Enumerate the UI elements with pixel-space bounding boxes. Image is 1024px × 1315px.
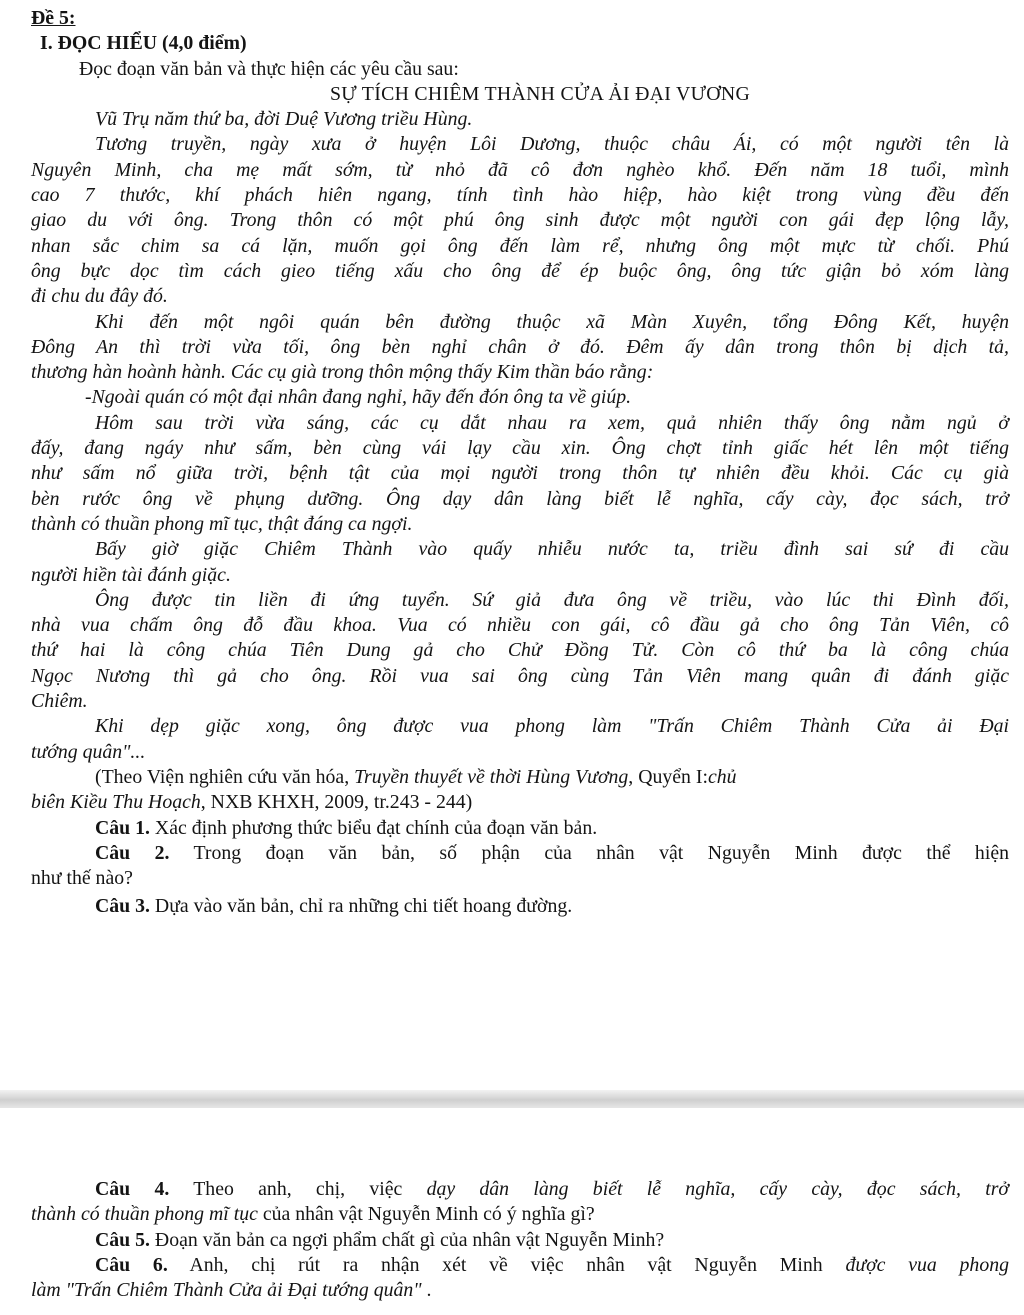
passage-line: đi chu du đây đó.: [31, 285, 168, 308]
source-publisher: , NXB KHXH, 2009, tr.243 - 244): [200, 791, 473, 814]
question-5: [31, 1228, 1009, 1253]
question-6-quote-cont: làm "Trấn Chiêm Thành Cửa ải Đại tướng quân": [31, 1279, 422, 1302]
passage-line: thương hàn hoành hành. Các cụ già trong thôn mộng thấy Kim thần báo rằng:: [31, 361, 654, 384]
source-citation: [31, 765, 1009, 790]
passage-line: Ông được tin liền đi ứng tuyển. Sứ giả đưa ông về triều, vào lúc thi Đình đối,: [95, 588, 1009, 611]
source-mid: , Quyển I:: [628, 765, 708, 788]
passage-line: nhan sắc chim sa cá lặn, muốn gọi ông đến làm rể, nhưng ông một mực từ chối. Phú: [31, 234, 1009, 257]
source-italic-tail: chủ: [707, 765, 737, 788]
question-6-quote: được vua phong: [845, 1253, 1009, 1276]
passage-line: Nguyên Minh, cha mẹ mất sớm, từ nhỏ đã cô đơn nghèo khổ. Đến năm 18 tuổi, mình: [31, 158, 1009, 181]
question-6-label: Câu 6.: [95, 1253, 168, 1276]
question-3-label: Câu 3.: [95, 895, 150, 918]
passage-line: -Ngoài quán có một đại nhân đang nghỉ, hãy đến đón ông ta về giúp.: [85, 386, 632, 409]
passage-line: Bấy giờ giặc Chiêm Thành vào quấy nhiễu nước ta, triều đình sai sứ đi cầu: [95, 538, 1009, 561]
question-6-text: Anh, chị rút ra nhận xét về việc nhân vật Nguyễn Minh: [167, 1253, 846, 1276]
question-6-cont: [31, 1278, 1009, 1303]
question-1-label: Câu 1.: [95, 816, 150, 839]
passage-line: đấy, đang ngáy như sấm, bèn cùng vái lạy cầu xin. Ông chợt tỉnh giấc hét lên một tiếng: [31, 437, 1009, 460]
passage-line: thứ hai là công chúa Tiên Dung gả cho Chử Đồng Tử. Còn cô thứ ba là công chúa: [31, 639, 1009, 662]
page-divider: [0, 1090, 1024, 1108]
question-4-label: Câu 4.: [95, 1178, 170, 1200]
question-6-text-cont: .: [421, 1279, 432, 1302]
question-3-text: Dựa vào văn bản, chỉ ra những chi tiết hoang đường.: [149, 895, 573, 918]
passage-line: như sấm nổ giữa trời, bệnh tật của mọi người trong thôn tự nhiên đều khỏi. Các cụ già: [31, 462, 1009, 485]
passage-line: Khi đến một ngôi quán bên đường thuộc xã Màn Xuyên, tổng Đông Kết, huyện: [95, 310, 1009, 333]
story-title: SỰ TÍCH CHIÊM THÀNH CỬA ẢI ĐẠI VƯƠNG: [329, 82, 751, 105]
question-4-quote: dạy dân làng biết lễ nghĩa, cấy cày, đọc sách, trở: [426, 1178, 1009, 1200]
passage-line: Đông An thì trời vừa tối, ông bèn nghỉ chân ở đó. Đêm ấy dân trong thôn bị dịch tả,: [31, 335, 1009, 358]
passage-line: Khi dẹp giặc xong, ông được vua phong làm "Trấn Chiêm Thành Cửa ải Đại: [95, 715, 1009, 738]
passage-line: Hôm sau trời vừa sáng, các cụ dắt nhau ra xem, quả nhiên thấy ông nằm ngủ ở: [95, 411, 1009, 434]
passage-line: nhà vua chấm ông đỗ đầu khoa. Vua có nhiều con gái, cô đầu gả cho ông Tản Viên, cô: [31, 614, 1009, 637]
question-4-cont: [31, 1202, 1009, 1227]
question-4-text-cont: của nhân vật Nguyễn Minh có ý nghĩa gì?: [257, 1203, 595, 1226]
passage-line: cao 7 thước, khí phách hiên ngang, tính tình hào hiệp, hào kiệt trong vùng đều đến: [31, 184, 1009, 207]
exam-upper-section: [31, 6, 1009, 920]
question-2: [31, 841, 1009, 866]
passage-line: giao du với ông. Trong thôn có một phú ông sinh được một người con gái đẹp lộng lẫy,: [31, 209, 1009, 232]
passage-line: người hiền tài đánh giặc.: [31, 563, 231, 586]
instruction: Đọc đoạn văn bản và thực hiện các yêu cầu sau:: [79, 57, 459, 80]
source-citation-cont: [31, 790, 1009, 815]
passage-line: Tương truyền, ngày xưa ở huyện Lôi Dương, thuộc châu Ái, có một người tên là: [95, 133, 1009, 156]
source-prefix: (Theo Viện nghiên cứu văn hóa,: [95, 765, 355, 788]
passage-line: tướng quân"...: [31, 740, 146, 763]
question-4-text: Theo anh, chị, việc: [169, 1178, 427, 1200]
question-2-text: Trong đoạn văn bản, số phận của nhân vật Nguyễn Minh được thể hiện: [169, 841, 1009, 864]
exam-lower-section: [31, 1177, 1009, 1303]
question-5-label: Câu 5.: [95, 1228, 150, 1251]
exam-title: Đề 5:: [31, 7, 76, 29]
passage-line: thành có thuần phong mĩ tục, thật đáng ca ngợi.: [31, 512, 413, 535]
source-editor: biên Kiều Thu Hoạch: [31, 791, 201, 814]
question-1: [31, 816, 1009, 841]
question-6: [31, 1253, 1009, 1278]
passage-line: bèn rước ông về phụng dưỡng. Ông dạy dân làng biết lễ nghĩa, cấy cày, đọc sách, trở: [31, 487, 1009, 510]
question-2-label: Câu 2.: [95, 841, 170, 864]
passage-line: Ngọc Nương thì gả cho ông. Rồi vua sai ông cùng Tản Viên mang quân đi đánh giặc: [31, 664, 1009, 687]
passage-line: ông bực dọc tìm cách gieo tiếng xấu cho ông để ép buộc ông, ông tức giận bỏ xóm làng: [31, 259, 1009, 282]
question-5-text: Đoạn văn bản ca ngợi phẩm chất gì của nhân vật Nguyễn Minh?: [149, 1228, 665, 1251]
question-3: [31, 894, 1009, 919]
passage-line: Vũ Trụ năm thứ ba, đời Duệ Vương triều Hùng.: [95, 108, 473, 131]
source-book-title: Truyền thuyết về thời Hùng Vương: [354, 765, 629, 788]
section-heading: I. ĐỌC HIỂU (4,0 điểm): [40, 32, 247, 55]
question-1-text: Xác định phương thức biểu đạt chính của đoạn văn bản.: [149, 816, 598, 839]
question-2-cont: như thế nào?: [31, 867, 133, 890]
question-4-quote-cont: thành có thuần phong mĩ tục: [31, 1203, 258, 1226]
passage-line: Chiêm.: [31, 690, 88, 713]
question-4: [31, 1177, 1009, 1202]
passage: [31, 107, 1009, 765]
